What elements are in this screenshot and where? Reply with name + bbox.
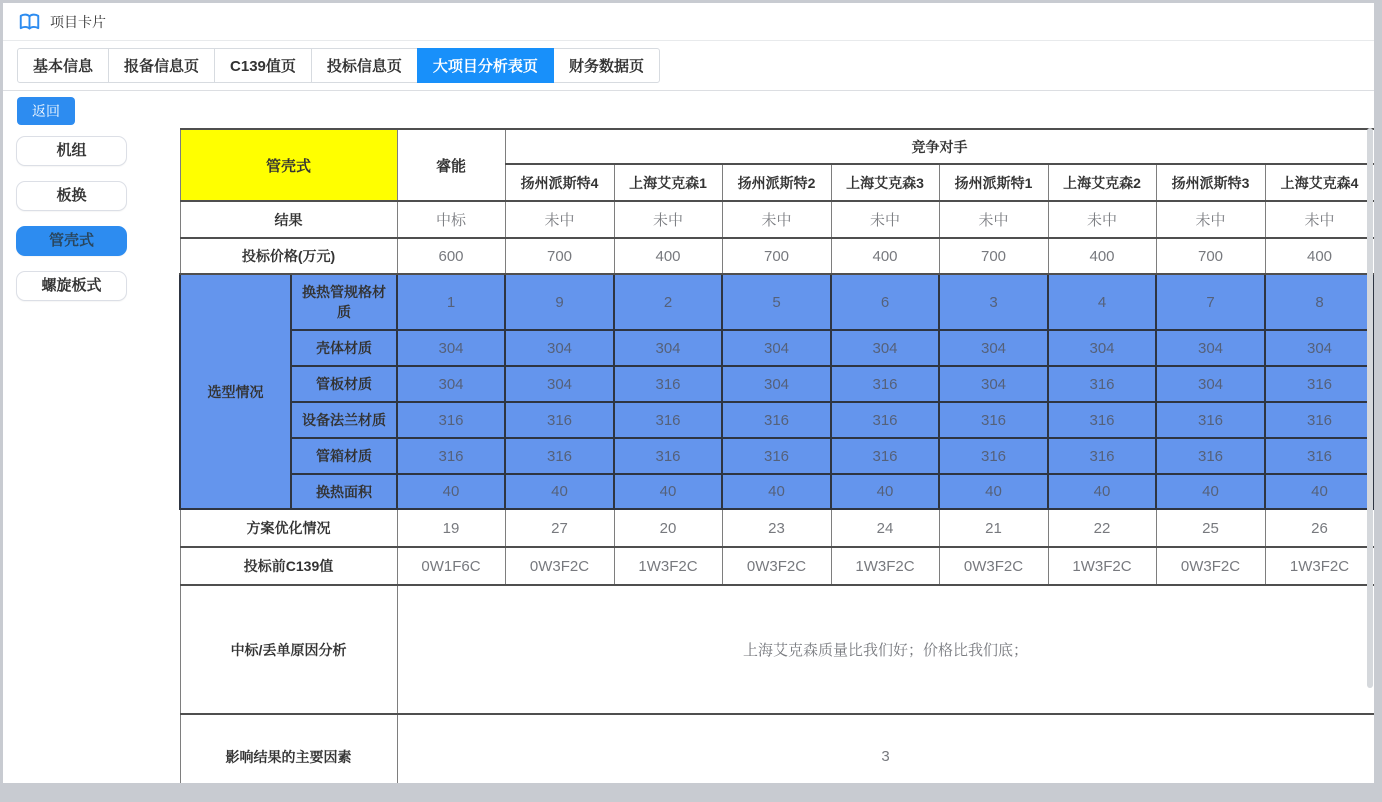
table-row	[180, 509, 1374, 547]
table-row	[180, 366, 1374, 402]
row-label-cell: 方案优化情况	[180, 509, 397, 547]
sidebar-item-banhuan[interactable]: 板换	[16, 181, 127, 211]
value-cell: 304	[1156, 330, 1265, 366]
row-label-cell: 结果	[180, 201, 397, 238]
value-cell: 700	[939, 238, 1048, 274]
value-cell: 1W3F2C	[1048, 547, 1156, 585]
value-cell: 未中	[722, 201, 831, 238]
value-cell: 0W3F2C	[1156, 547, 1265, 585]
value-cell: 304	[722, 366, 831, 402]
competitor-name-cell: 上海艾克森4	[1265, 164, 1374, 201]
value-cell: 316	[1048, 402, 1156, 438]
table-row	[180, 274, 1374, 330]
value-cell: 1W3F2C	[831, 547, 939, 585]
tab-basic-info[interactable]: 基本信息	[17, 48, 109, 83]
table-row	[180, 474, 1374, 509]
value-cell: 316	[614, 366, 722, 402]
value-cell: 304	[831, 330, 939, 366]
value-cell: 中标	[397, 201, 505, 238]
value-cell: 304	[397, 366, 505, 402]
tab-financial-data[interactable]: 财务数据页	[553, 48, 660, 83]
value-cell: 700	[1156, 238, 1265, 274]
value-cell: 316	[1048, 438, 1156, 474]
value-cell: 400	[614, 238, 722, 274]
row-label-cell: 中标/丢单原因分析	[180, 585, 397, 714]
competitor-name-cell: 上海艾克森2	[1048, 164, 1156, 201]
value-cell: 304	[939, 366, 1048, 402]
value-cell: 未中	[1156, 201, 1265, 238]
value-cell: 未中	[1048, 201, 1156, 238]
book-icon	[19, 13, 40, 31]
competitor-name-cell: 扬州派斯特3	[1156, 164, 1265, 201]
value-cell: 304	[939, 330, 1048, 366]
value-cell: 304	[614, 330, 722, 366]
value-cell: 700	[505, 238, 614, 274]
value-cell: 400	[1265, 238, 1374, 274]
value-cell: 1W3F2C	[614, 547, 722, 585]
value-cell: 0W1F6C	[397, 547, 505, 585]
value-cell: 700	[722, 238, 831, 274]
tab-bid-info[interactable]: 投标信息页	[311, 48, 418, 83]
value-cell: 304	[1265, 330, 1374, 366]
value-cell: 3	[939, 274, 1048, 330]
value-cell: 19	[397, 509, 505, 547]
sub-label-cell: 换热面积	[291, 474, 397, 509]
sub-label-cell: 管板材质	[291, 366, 397, 402]
value-cell: 316	[722, 438, 831, 474]
value-cell: 40	[722, 474, 831, 509]
toolbar	[3, 91, 1374, 128]
sub-label-cell: 壳体材质	[291, 330, 397, 366]
table-row	[180, 330, 1374, 366]
analysis-value-cell: 上海艾克森质量比我们好；价格比我们底；	[397, 585, 1374, 714]
value-cell: 316	[614, 402, 722, 438]
value-cell: 22	[1048, 509, 1156, 547]
value-cell: 7	[1156, 274, 1265, 330]
tab-report-info[interactable]: 报备信息页	[108, 48, 215, 83]
value-cell: 4	[1048, 274, 1156, 330]
table-row	[180, 238, 1374, 274]
value-cell: 0W3F2C	[939, 547, 1048, 585]
title-bar	[3, 3, 1374, 41]
table-row	[180, 585, 1374, 714]
value-cell: 40	[831, 474, 939, 509]
value-cell: 2	[614, 274, 722, 330]
value-cell: 26	[1265, 509, 1374, 547]
value-cell: 1	[397, 274, 505, 330]
table-row	[180, 438, 1374, 474]
table-row	[180, 201, 1374, 238]
value-cell: 316	[722, 402, 831, 438]
value-cell: 未中	[831, 201, 939, 238]
value-cell: 未中	[505, 201, 614, 238]
group-label-cell: 选型情况	[180, 274, 291, 509]
value-cell: 21	[939, 509, 1048, 547]
value-cell: 316	[397, 402, 505, 438]
competitor-name-cell: 上海艾克森3	[831, 164, 939, 201]
value-cell: 600	[397, 238, 505, 274]
tab-big-project-analysis[interactable]: 大项目分析表页	[417, 48, 554, 83]
value-cell: 304	[505, 366, 614, 402]
value-cell: 316	[505, 438, 614, 474]
value-cell: 未中	[939, 201, 1048, 238]
value-cell: 40	[1265, 474, 1374, 509]
row-label-cell: 影响结果的主要因素	[180, 714, 397, 783]
value-cell: 27	[505, 509, 614, 547]
value-cell: 304	[1156, 366, 1265, 402]
value-cell: 40	[614, 474, 722, 509]
analysis-table	[179, 128, 1374, 783]
vertical-scrollbar-thumb[interactable]	[1367, 128, 1373, 688]
sidebar-item-luoxuanbanshi[interactable]: 螺旋板式	[16, 271, 127, 301]
value-cell: 316	[397, 438, 505, 474]
value-cell: 8	[1265, 274, 1374, 330]
value-cell: 304	[722, 330, 831, 366]
value-cell: 304	[397, 330, 505, 366]
row-label-cell: 投标价格(万元)	[180, 238, 397, 274]
value-cell: 316	[1265, 402, 1374, 438]
value-cell: 304	[1048, 330, 1156, 366]
value-cell: 未中	[1265, 201, 1374, 238]
value-cell: 316	[1265, 366, 1374, 402]
competitors-group-header: 竞争对手	[505, 129, 1374, 164]
value-cell: 23	[722, 509, 831, 547]
row-label-cell: 投标前C139值	[180, 547, 397, 585]
page-title: 项目卡片	[50, 13, 106, 30]
table-row	[180, 129, 1374, 164]
value-cell: 316	[1156, 402, 1265, 438]
analysis-value-cell: 3	[397, 714, 1374, 783]
table-container	[179, 128, 1374, 783]
tab-c139-value[interactable]: C139值页	[214, 48, 312, 83]
our-company-header: 睿能	[397, 129, 505, 201]
value-cell: 316	[614, 438, 722, 474]
value-cell: 25	[1156, 509, 1265, 547]
sidebar	[3, 128, 179, 783]
value-cell: 316	[1048, 366, 1156, 402]
value-cell: 316	[939, 438, 1048, 474]
sub-label-cell: 设备法兰材质	[291, 402, 397, 438]
tab-bar	[3, 41, 1374, 91]
competitor-name-cell: 扬州派斯特1	[939, 164, 1048, 201]
value-cell: 6	[831, 274, 939, 330]
value-cell: 316	[1156, 438, 1265, 474]
value-cell: 24	[831, 509, 939, 547]
table-row	[180, 714, 1374, 783]
value-cell: 304	[505, 330, 614, 366]
competitor-name-cell: 上海艾克森1	[614, 164, 722, 201]
value-cell: 5	[722, 274, 831, 330]
value-cell: 0W3F2C	[505, 547, 614, 585]
table-corner-cell: 管壳式	[180, 129, 397, 201]
sidebar-item-jizu[interactable]: 机组	[16, 136, 127, 166]
value-cell: 316	[505, 402, 614, 438]
table-row	[180, 402, 1374, 438]
app-window	[3, 3, 1374, 783]
content-area	[3, 128, 1374, 783]
value-cell: 40	[1048, 474, 1156, 509]
value-cell: 未中	[614, 201, 722, 238]
value-cell: 316	[831, 402, 939, 438]
value-cell: 40	[505, 474, 614, 509]
value-cell: 400	[1048, 238, 1156, 274]
value-cell: 20	[614, 509, 722, 547]
back-button[interactable]: 返回	[17, 97, 75, 125]
table-row	[180, 547, 1374, 585]
competitor-name-cell: 扬州派斯特2	[722, 164, 831, 201]
sidebar-item-guankeshi[interactable]: 管壳式	[16, 226, 127, 256]
value-cell: 316	[939, 402, 1048, 438]
value-cell: 316	[831, 438, 939, 474]
value-cell: 316	[1265, 438, 1374, 474]
sub-label-cell: 管箱材质	[291, 438, 397, 474]
value-cell: 316	[831, 366, 939, 402]
value-cell: 1W3F2C	[1265, 547, 1374, 585]
sub-label-cell: 换热管规格材质	[291, 274, 397, 330]
value-cell: 40	[397, 474, 505, 509]
value-cell: 40	[1156, 474, 1265, 509]
value-cell: 0W3F2C	[722, 547, 831, 585]
value-cell: 9	[505, 274, 614, 330]
competitor-name-cell: 扬州派斯特4	[505, 164, 614, 201]
value-cell: 400	[831, 238, 939, 274]
value-cell: 40	[939, 474, 1048, 509]
